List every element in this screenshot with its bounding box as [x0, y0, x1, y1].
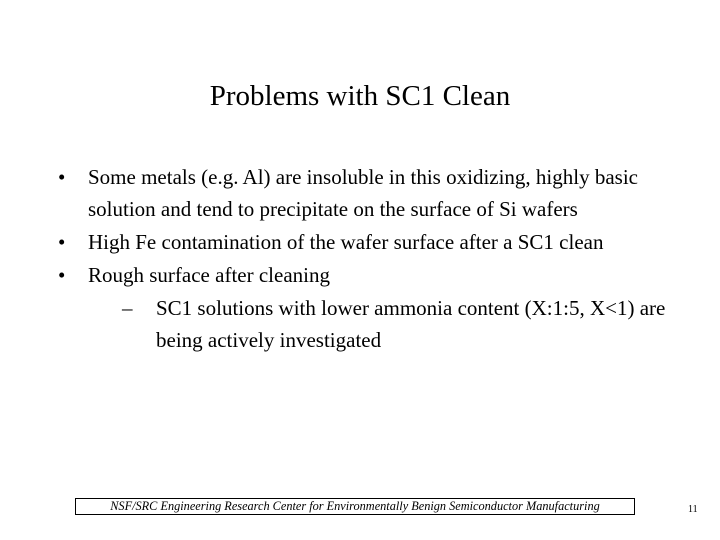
bullet-text: High Fe contamination of the wafer surface after a SC1 clean [88, 230, 604, 254]
footer-caption: NSF/SRC Engineering Research Center for Environmentally Benign Semiconductor Manufacturing [75, 498, 635, 515]
bullet-marker: • [58, 165, 66, 189]
bullet-item [58, 226, 678, 258]
page-number: 11 [688, 504, 698, 515]
bullet-item [58, 259, 678, 291]
bullet-marker: • [58, 230, 66, 254]
sub-bullet-marker: – [122, 296, 133, 320]
bullet-text: Some metals (e.g. Al) are insoluble in this oxidizing, highly basic solution and tend to precipitate on the surface of Si wafers [88, 165, 638, 221]
slide-title: Problems with SC1 Clean [209, 80, 511, 112]
bullet-item [58, 161, 678, 225]
sub-bullet-text: SC1 solutions with lower ammonia content (X:1:5, X<1) are being actively investigated [156, 296, 666, 352]
sub-bullet-item [122, 292, 678, 356]
bullet-text: Rough surface after cleaning [88, 263, 330, 287]
bullet-list [58, 161, 678, 356]
bullet-marker: • [58, 263, 66, 287]
